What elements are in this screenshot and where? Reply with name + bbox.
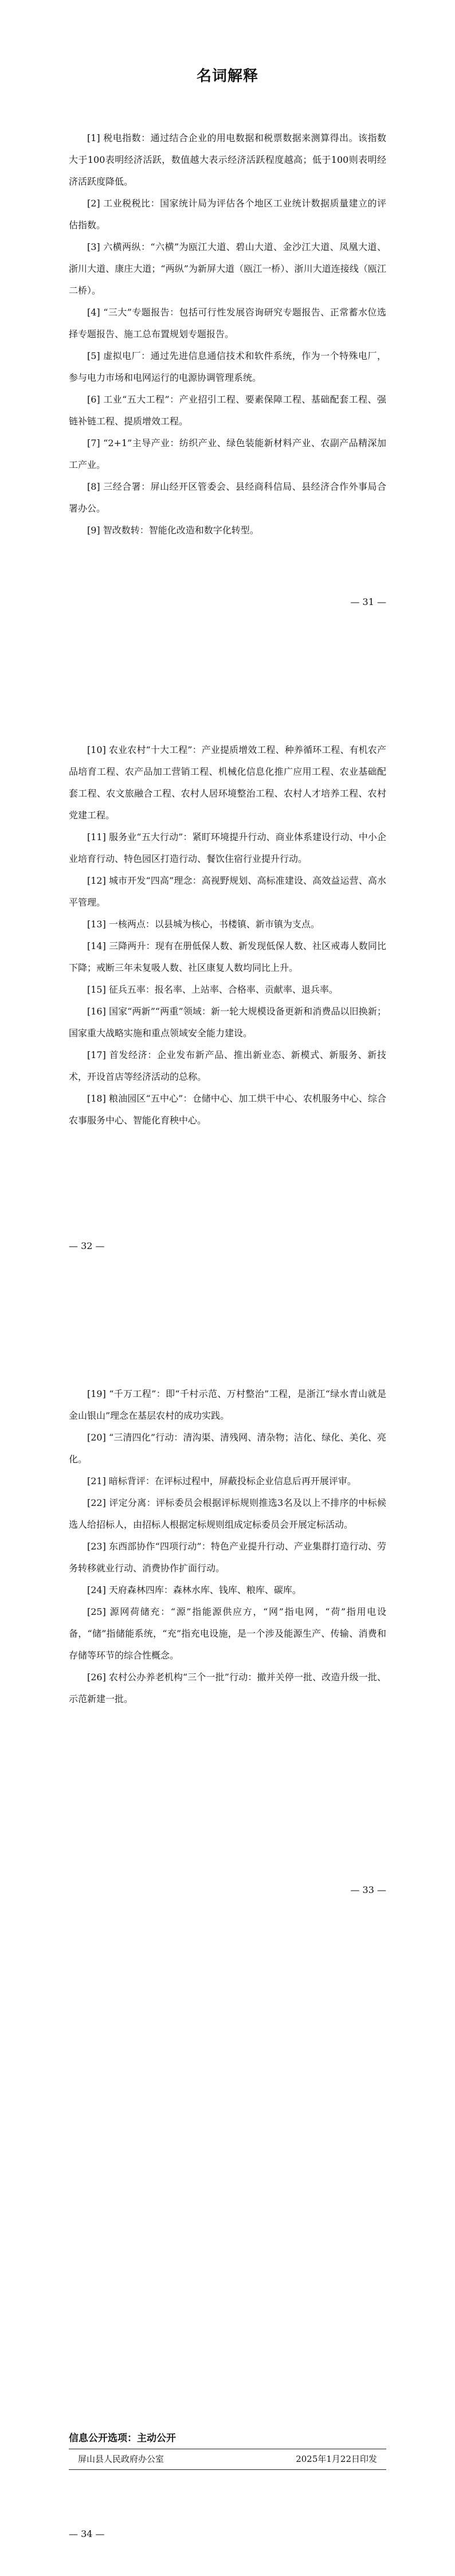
glossary-entry: [19] “千万工程”：即“千村示范、万村整治”工程，是浙江“绿水青山就是金山银山”理念在基层农村的成功实践。 [69,1388,386,1421]
glossary-entry: [15] 征兵五率：报名率、上站率、合格率、贡献率、退兵率。 [87,984,338,995]
glossary-entry: [20] “三清四化”行动：清沟渠、清残网、清杂物；洁化、绿化、美化、亮化。 [69,1432,386,1465]
glossary-entry: [8] 三经合署：屏山经开区管委会、县经商科信局、县经济合作外事局合署办公。 [69,481,386,514]
glossary-entry: [7] “2+1”主导产业：纺织产业、绿色装能新材料产业、农副产品精深加工产业。 [69,438,386,470]
disclosure-option: 信息公开选项：主动公开 [69,2430,386,2449]
issuer: 屏山县人民政府办公室 [78,2454,164,2464]
glossary-entry: [5] 虚拟电厂：通过先进信息通信技术和软件系统，作为一个特殊电厂，参与电力市场和电网运行的电源协调管理系统。 [69,350,386,383]
glossary-entry: [21] 暗标背评：在评标过程中，屏蔽投标企业信息后再开展评审。 [87,1476,356,1486]
page-number: — 33 — [350,1884,386,1895]
glossary-entry: [25] 源网荷储充：“源”指能源供应方，“网”指电网，“荷”指用电设备，“储”指储能系统，“充”指充电设施，是一个涉及能源生产、传输、消费和存储等环节的综合性概念。 [69,1606,386,1661]
glossary-entry: [2] 工业税税比：国家统计局为评估各个地区工业统计数据质量建立的评估指数。 [69,198,386,231]
glossary-entry: [13] 一核两点：以县城为核心，书楼镇、新市镇为支点。 [87,919,320,930]
glossary-entry: [1] 税电指数：通过结合企业的用电数据和税票数据来测算得出。该指数大于100表明经济活跃，数值越大表示经济活跃程度越高；低于100则表明经济活跃度降低。 [69,132,386,187]
glossary-entry: [6] 工业“五大工程”：产业招引工程、要素保障工程、基础配套工程、强链补链工程、提质增效工程。 [69,394,386,427]
glossary-entry: [18] 粮油园区“五中心”：仓储中心、加工烘干中心、农机服务中心、综合农事服务中心、智能化育秧中心。 [69,1093,386,1126]
glossary-entry: [10] 农业农村“十大工程”：产业提质增效工程、种养循环工程、有机农产品培育工程、农产品加工营销工程、机械化信息化推广应用工程、农业基础配套工程、农文旅融合工程、农村人居环境整治工程、农村人才培养工程、农村党建工程。 [69,744,386,821]
page-number: — 31 — [350,596,386,607]
document-footer [69,2430,386,2470]
glossary-entries [69,1383,386,1710]
glossary-entry: [22] 评定分离：评标委员会根据评标规则推选3名及以上不排序的中标候选人给招标人，由招标人根据定标规则组成定标委员会开展定标活动。 [69,1497,386,1530]
glossary-entry: [3] 六横两纵：“六横”为瓯江大道、碧山大道、金沙江大道、凤凰大道、浙川大道、康庄大道；“两纵”为新屏大道（瓯江一桥）、浙川大道连接线（瓯江二桥）。 [69,241,386,296]
glossary-entry: [9] 智改数转：智能化改造和数字化转型。 [87,525,259,536]
document-title: 名词解释 [196,68,258,85]
page-number: — 34 — [69,2528,105,2539]
page-31 [0,0,455,644]
glossary-entries [69,739,386,1131]
page-33 [0,1288,455,1932]
glossary-entries [69,127,386,541]
issue-date: 2025年1月22日印发 [296,2454,377,2464]
glossary-entry: [16] 国家“两新”“两重”领域：新一轮大规模设备更新和消费品以旧换新；国家重大战略实施和重点领域安全能力建设。 [69,1006,386,1039]
glossary-entry: [26] 农村公办养老机构“三个一批”行动：撤并关停一批、改造升级一批、示范新建一批。 [69,1672,386,1704]
glossary-entry: [17] 首发经济：企业发布新产品、推出新业态、新模式、新服务、新技术，开设首店等经济活动的总称。 [69,1049,386,1082]
page-34 [0,1932,455,2576]
glossary-entry: [24] 天府森林四库：森林水库、钱库、粮库、碳库。 [87,1584,301,1595]
glossary-entry: [14] 三降两升：现有在册低保人数、新发现低保人数、社区戒毒人数同比下降；戒断三年未复吸人数、社区康复人数均同比上升。 [69,940,386,973]
glossary-entry: [4] “三大”专题报告：包括可行性发展咨询研究专题报告、正常蓄水位选择专题报告、施工总布置规划专题报告。 [69,307,386,339]
issue-info [69,2449,386,2470]
glossary-entry: [11] 服务业“五大行动”：紧盯环境提升行动、商业体系建设行动、中小企业培育行动、特色园区打造行动、餐饮住宿行业提升行动。 [69,832,386,864]
glossary-entry: [23] 东西部协作“四项行动”：特色产业提升行动、产业集群打造行动、劳务转移就业行动、消费协作扩面行动。 [69,1541,386,1574]
page-number: — 32 — [69,1240,105,1251]
glossary-entry: [12] 城市开发“四高”理念：高视野规划、高标准建设、高效益运营、高水平管理。 [69,875,386,908]
page-32 [0,644,455,1288]
